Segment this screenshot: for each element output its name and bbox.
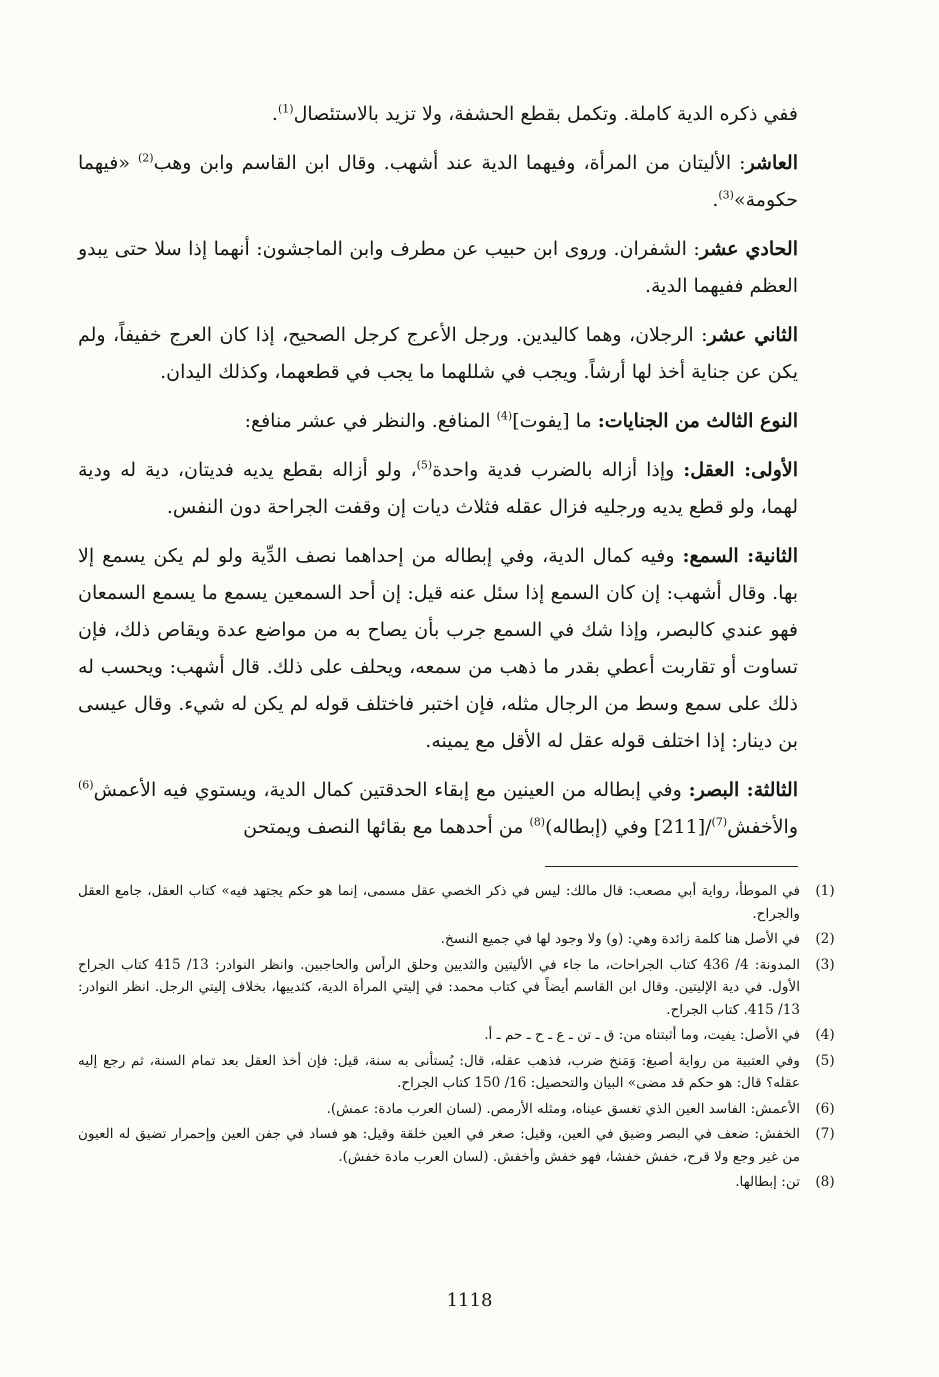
footnote [78, 1171, 850, 1194]
text-segment: : الأليتان من المرأة، وفيهما الدية عند أشهب. وقال ابن القاسم وابن وهب [153, 152, 746, 174]
footnote-number: (5) [815, 1052, 835, 1069]
footnote-number: (3) [815, 956, 835, 973]
footnote-text: في الموطأ، رواية أبي مصعب: قال مالك: ليس في ذكر الخصي عقل مسمى، إنما هو حكم يجتهد فيه» كتاب العقل، جامع العقل والجراح. [78, 883, 800, 922]
footnote-text: تن: إبطالها. [735, 1174, 800, 1190]
footnote-number: (7) [815, 1126, 835, 1142]
footnote-ref: (3) [718, 188, 734, 202]
paragraph [78, 538, 798, 760]
page-number: 1118 [446, 1290, 493, 1311]
text-segment: /[211] وفي (إبطاله) [545, 816, 712, 838]
paragraph-heading: الأولى: العقل: [683, 459, 798, 481]
paragraph [78, 96, 798, 133]
footnote-number: (8) [815, 1174, 835, 1190]
text-segment: «فيهما حكومة» [78, 152, 798, 211]
text-segment: : الرجلان، وهما كاليدين. ورجل الأعرج كرجل الصحيح، إذا كان العرج خفيفاً، ولم يكن عن جناية أخذ لها أرشاً. ويجب في شللهما ما يجب في قطعهما، وكذلك اليدان. [78, 324, 798, 383]
footnote-number: (6) [815, 1100, 835, 1117]
footnote-ref: (4) [496, 409, 513, 423]
footnote-number: (2) [815, 931, 835, 947]
footnote-separator [545, 866, 798, 867]
paragraph [78, 772, 798, 846]
footnote [78, 880, 850, 925]
text-segment: وفي إبطاله من العينين مع إبقاء الحدقتين كمال الدية، ويستوي فيه الأعمش [93, 779, 689, 801]
text-segment: ففي ذكره الدية كاملة. وتكمل بقطع الحشفة، ولا تزيد بالاستئصال [293, 103, 798, 125]
paragraph-heading: النوع الثالث من الجنايات: [597, 410, 798, 432]
footnote-ref: (7) [711, 815, 728, 829]
text-segment: . [712, 189, 719, 211]
footnote-number: (1) [815, 883, 835, 899]
footnote-ref: (1) [277, 102, 294, 116]
footnote-ref: (5) [416, 458, 433, 472]
text-segment: : الشفران. وروى ابن حبيب عن مطرف وابن الماجشون: أنهما إذا سلا حتى يبدو العظم ففيهما الدية. [78, 238, 798, 297]
footnote-text: الأعمش: الفاسد العين الذي تغسق عيناه، ومثله الأرمص. (لسان العرب مادة: عمش). [326, 1100, 800, 1117]
text-segment: والأخفش [727, 816, 798, 838]
footnote-text: في الأصل: يفيت، وما أثبتناه من: ق ـ تن ـ ع ـ ح ـ حم ـ أ. [484, 1027, 800, 1043]
footnote-ref: (6) [78, 778, 94, 792]
footnote [78, 1024, 850, 1047]
paragraph [78, 231, 798, 305]
footnote-ref: (2) [138, 151, 154, 165]
footnote-text: في الأصل هنا كلمة زائدة وهي: (و) ولا وجود لها في جميع النسخ. [440, 931, 800, 947]
text-segment: . [271, 103, 278, 125]
footnote-number: (4) [815, 1027, 835, 1043]
footnote-ref: (8) [529, 815, 546, 829]
footnote [78, 1098, 850, 1121]
paragraph-heading: الثانية: السمع: [682, 545, 798, 567]
paragraph-heading: العاشر [745, 152, 798, 174]
text-segment: من أحدهما مع بقائها النصف ويمتحن [243, 816, 530, 838]
text-segment: ، ولو أزاله بقطع يديه فديتان، دية له ودية لهما، ولو قطع يديه ورجليه فزال عقله فثلاث ديات إن وقفت الجراحة دون النفس. [78, 459, 798, 518]
footnote [78, 928, 850, 951]
main-text [78, 96, 798, 858]
footnote-text: المدونة: 4/ 436 كتاب الجراحات، ما جاء في الأليتين والثديين وحلق الرأس والحاجبين. وانظر النوادر: 13/ 415 كتاب الجراح الأول. في دية الإليتين. وقال ابن القاسم أيضاً في كتاب محمد: في إليتي المرأة الدية، كثدييها، بخلاف إليتي الرجل. انظر النوادر: 13/ 415. كتاب الجراح. [78, 956, 800, 1018]
footnote-text: الخفش: ضعف في البصر وضيق في العين، وقيل: صغر في العين خلقة وقيل: هو فساد في جفن العين وإحمرار تضيق له العيون من غير وجع ولا قرح، خفش خفشا، فهو خفش وأخفش. (لسان العرب مادة خفش). [78, 1126, 800, 1165]
paragraph-heading: الثاني عشر [707, 324, 798, 346]
text-segment: وإذا أزاله بالضرب فدية واحدة [432, 459, 684, 481]
paragraph-heading: الثالثة: البصر: [688, 779, 798, 801]
paragraph [78, 317, 798, 391]
paragraph-heading: الحادي عشر [699, 238, 799, 260]
text-segment: المنافع. والنظر في عشر منافع: [244, 410, 497, 432]
text-segment: ما [يفوت] [512, 410, 598, 432]
paragraph [78, 403, 798, 440]
paragraph [78, 145, 798, 219]
footnote-text: وفي العتبية من رواية أصبغ: وَمَنخ ضرب، فذهب عقله، قال: يُستأنى به سنة، قيل: فإن أخذ العقل بعد تمام السنة، ثم رجع إليه عقله؟ قال: هو حكم قد مضى» البيان والتحصيل: 16/ 150 كتاب الجراح. [78, 1052, 800, 1091]
footnotes [78, 880, 850, 1197]
footnote [78, 954, 850, 1022]
text-segment: وفيه كمال الدية، وفي إبطاله من إحداهما نصف الدِّية ولو لم يكن يسمع إلا بها. وقال أشهب: إن كان السمع إذا سئل عنه قيل: إن أحد السمعين يسمع ما يسمع السمعان فهو عندي كالبصر، وإذا شك في السمع جرب بأن يصاح به من مواضع عدة ويقاص ذلك، فإن تساوت أو تقاربت أعطي بقدر ما ذهب من سمعه، ويحلف على ذلك. قال أشهب: ويحسب له ذلك على سمع وسط من الرجال مثله، فإن اختبر فاختلف قوله لم يكن له شيء. وقال عيسى بن دينار: إذا اختلف قوله عقل له الأقل مع يمينه. [78, 545, 798, 752]
paragraph [78, 452, 798, 526]
footnote [78, 1123, 850, 1168]
footnote [78, 1050, 850, 1095]
